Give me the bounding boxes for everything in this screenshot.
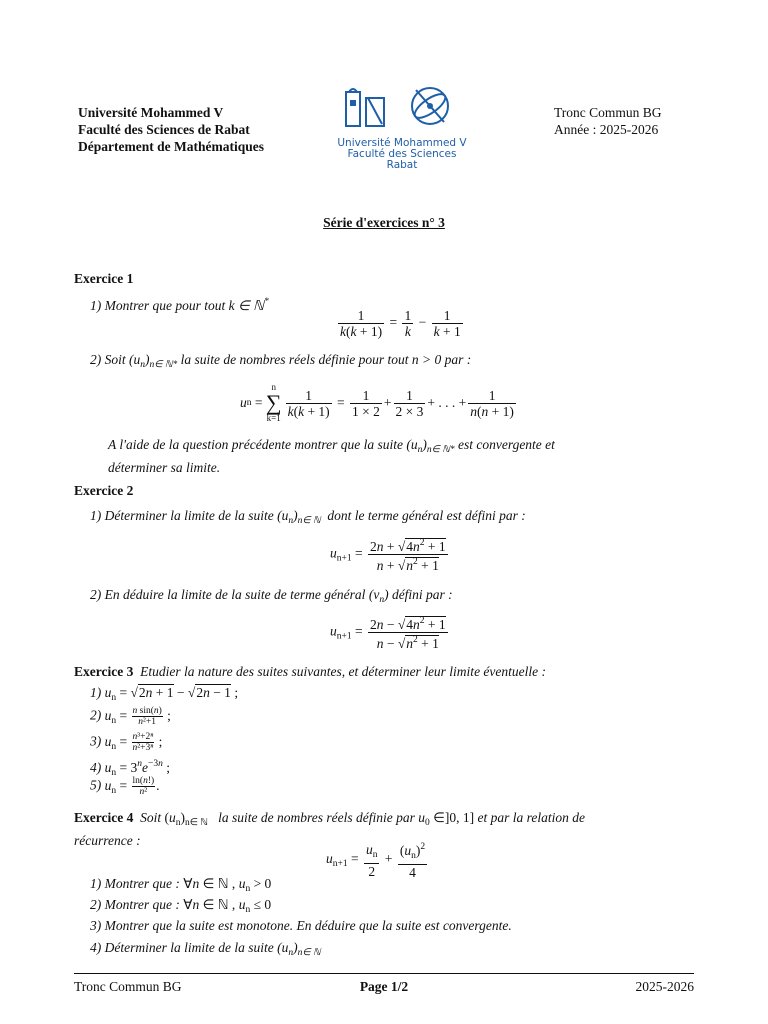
exercise-3-header (74, 663, 546, 680)
ex2-q1-text: 1) Déterminer la limite de la suite (90, 508, 274, 523)
footer-right: 2025-2026 (635, 979, 694, 994)
footer-left: Tronc Commun BG (74, 979, 182, 994)
ex4-intro-b: la suite de nombres réels définie par (218, 810, 415, 825)
ex1-q3b: est convergente et (457, 437, 555, 452)
ex4-question-1: 1) Montrer que : ∀n ∈ ℕ , $u_n > 0$ (90, 876, 272, 894)
exercise-4-header: Exercice 4 Soit $(u_n)_{n\in ℕ}$ la suite de nombres réels définie par $u_0$ ∈]0, 1] et par la relation de récurrence : (74, 810, 586, 848)
university-logo (312, 84, 492, 170)
logo-emblem-icon (312, 84, 492, 134)
logo-line-1: Université Mohammed V (337, 137, 467, 149)
ex4-formula: $u_{n+1}$ = $\frac{u_n}{2}$ + $\frac{(u_n)^2}{4}$ (326, 841, 426, 880)
ex3-label-2: 2) (90, 707, 102, 723)
university-name: Université Mohammed V (78, 105, 224, 120)
ex1-q2-end: par : (444, 352, 472, 367)
ex4-intro-c: et par la relation de (477, 810, 586, 825)
page-number: Page 1/2 (359, 979, 409, 994)
ex1-q2-text: 2) Soit (90, 352, 126, 367)
ex1-question-2: 2) Soit $(u_n)_{n\in ℕ*}$ la suite de nombres réels définie pour tout n > 0 par : (90, 352, 472, 370)
logo-line-2: Faculté des Sciences (347, 148, 457, 160)
ex2-formula-1: $u_{n+1}$ = $\frac{2n + √4n^2 + 1}{n + √n^2 + 1}$ (330, 538, 446, 573)
faculty-name: Faculté des Sciences de Rabat (78, 122, 250, 137)
ex1-q2-rest: la suite de nombres réels définie pour tout (180, 352, 409, 367)
page-title-wrap (0, 214, 768, 231)
ex3-intro: Etudier la nature des suites suivantes, et déterminer leur limite éventuelle : (140, 664, 547, 679)
ex3-label-5: 5) (90, 777, 102, 793)
ex2-q1-rest: dont le terme général est défini par : (327, 508, 526, 523)
ex3-item-1: 1) $u_n = √2n + 1 - √2n - 1$ ; (90, 685, 239, 703)
ex4-intro-d: récurrence : (74, 833, 141, 848)
ex3-label-1: 1) (90, 685, 102, 700)
ex4-q2-text: 2) Montrer que : (90, 897, 180, 912)
ex4-q4-text: 4) Déterminer la limite de la suite (90, 940, 274, 955)
ex3-item-2: 2) $u_n$ = $\frac{\text{n sin(n)}}{\text{n²+1}}$ ; (90, 706, 171, 727)
ex2-q2-text: 2) En déduire la limite de la suite de terme général (90, 587, 366, 602)
ex1-formula-2: u n = n ∑ k=1 $\frac{1}{k(k + 1)}$ = $\frac{1}{1 \times 2}$ + $\frac{1}{2 \times 3}$ + . . . + $\frac{1}{n(n + 1)}$ (240, 382, 514, 423)
ex3-label-4: 4) (90, 760, 102, 775)
exercise-2-title: Exercice 2 (74, 483, 134, 498)
footer-divider (74, 973, 694, 974)
exercise-1-title: Exercice 1 (74, 271, 134, 286)
exercise-3-title: Exercice 3 (74, 664, 134, 679)
ex3-item-4: 4) $u_n = 3^ne^{-3n}$ ; (90, 759, 170, 778)
ex2-question-1: 1) Déterminer la limite de la suite $(u_n)_{n\in ℕ}$ dont le terme général est défini par : (90, 508, 526, 526)
logo-line-3: Rabat (386, 159, 418, 171)
ex1-q3a: A l'aide de la question précédente montrer que la suite (108, 437, 403, 452)
ex4-question-3: 3) Montrer que la suite est monotone. En déduire que la suite est convergente. (90, 918, 512, 933)
ex3-item-5: 5) $u_n$ = $\frac{\ln(n!)}{\text{n²}}$ . (90, 776, 160, 797)
ex1-q3c: déterminer sa limite. (108, 460, 221, 475)
exercise-4-title: Exercice 4 (74, 810, 134, 825)
ex4-question-2: 2) Montrer que : ∀n ∈ ℕ , $u_n \le 0$ (90, 897, 272, 915)
course-block (554, 104, 662, 138)
ex1-formula-1: $\frac{1}{k(k + 1)}$ = $\frac{1}{k}$ − $\frac{1}{k + 1}$ (340, 308, 461, 339)
ex2-question-2: 2) En déduire la limite de la suite de terme général $(v_n)$ défini par : (90, 587, 453, 605)
ex2-formula-2: $u_{n+1}$ = $\frac{2n - √4n^2 + 1}{n - √n^2 + 1}$ (330, 616, 446, 651)
academic-year: Année : 2025-2026 (554, 122, 659, 137)
institution-block (78, 104, 264, 155)
ex4-q1-text: 1) Montrer que : (90, 876, 180, 891)
course-name: Tronc Commun BG (554, 105, 662, 120)
ex1-q1-text: 1) Montrer que pour tout (90, 298, 226, 313)
ex4-intro-a: Soit (140, 810, 162, 825)
page-title: Série d'exercices n° 3 (323, 215, 445, 230)
ex1-question-1: 1) Montrer que pour tout k ∈ ℕ* (90, 297, 269, 313)
ex3-item-3: 3) $u_n$ = $\frac{\text{n³+2ⁿ}}{\text{n²+3ⁿ}}$ ; (90, 732, 163, 753)
ex2-q2-rest: défini par : (391, 587, 453, 602)
department-name: Département de Mathématiques (78, 139, 264, 154)
ex1-question-3: A l'aide de la question précédente montrer que la suite $(u_n)_{n\in ℕ*}$ est convergente et déterminer sa limite. (108, 437, 555, 475)
ex3-label-3: 3) (90, 733, 102, 749)
ex4-question-4: 4) Déterminer la limite de la suite $(u_n)_{n\in ℕ}$ (90, 940, 321, 958)
